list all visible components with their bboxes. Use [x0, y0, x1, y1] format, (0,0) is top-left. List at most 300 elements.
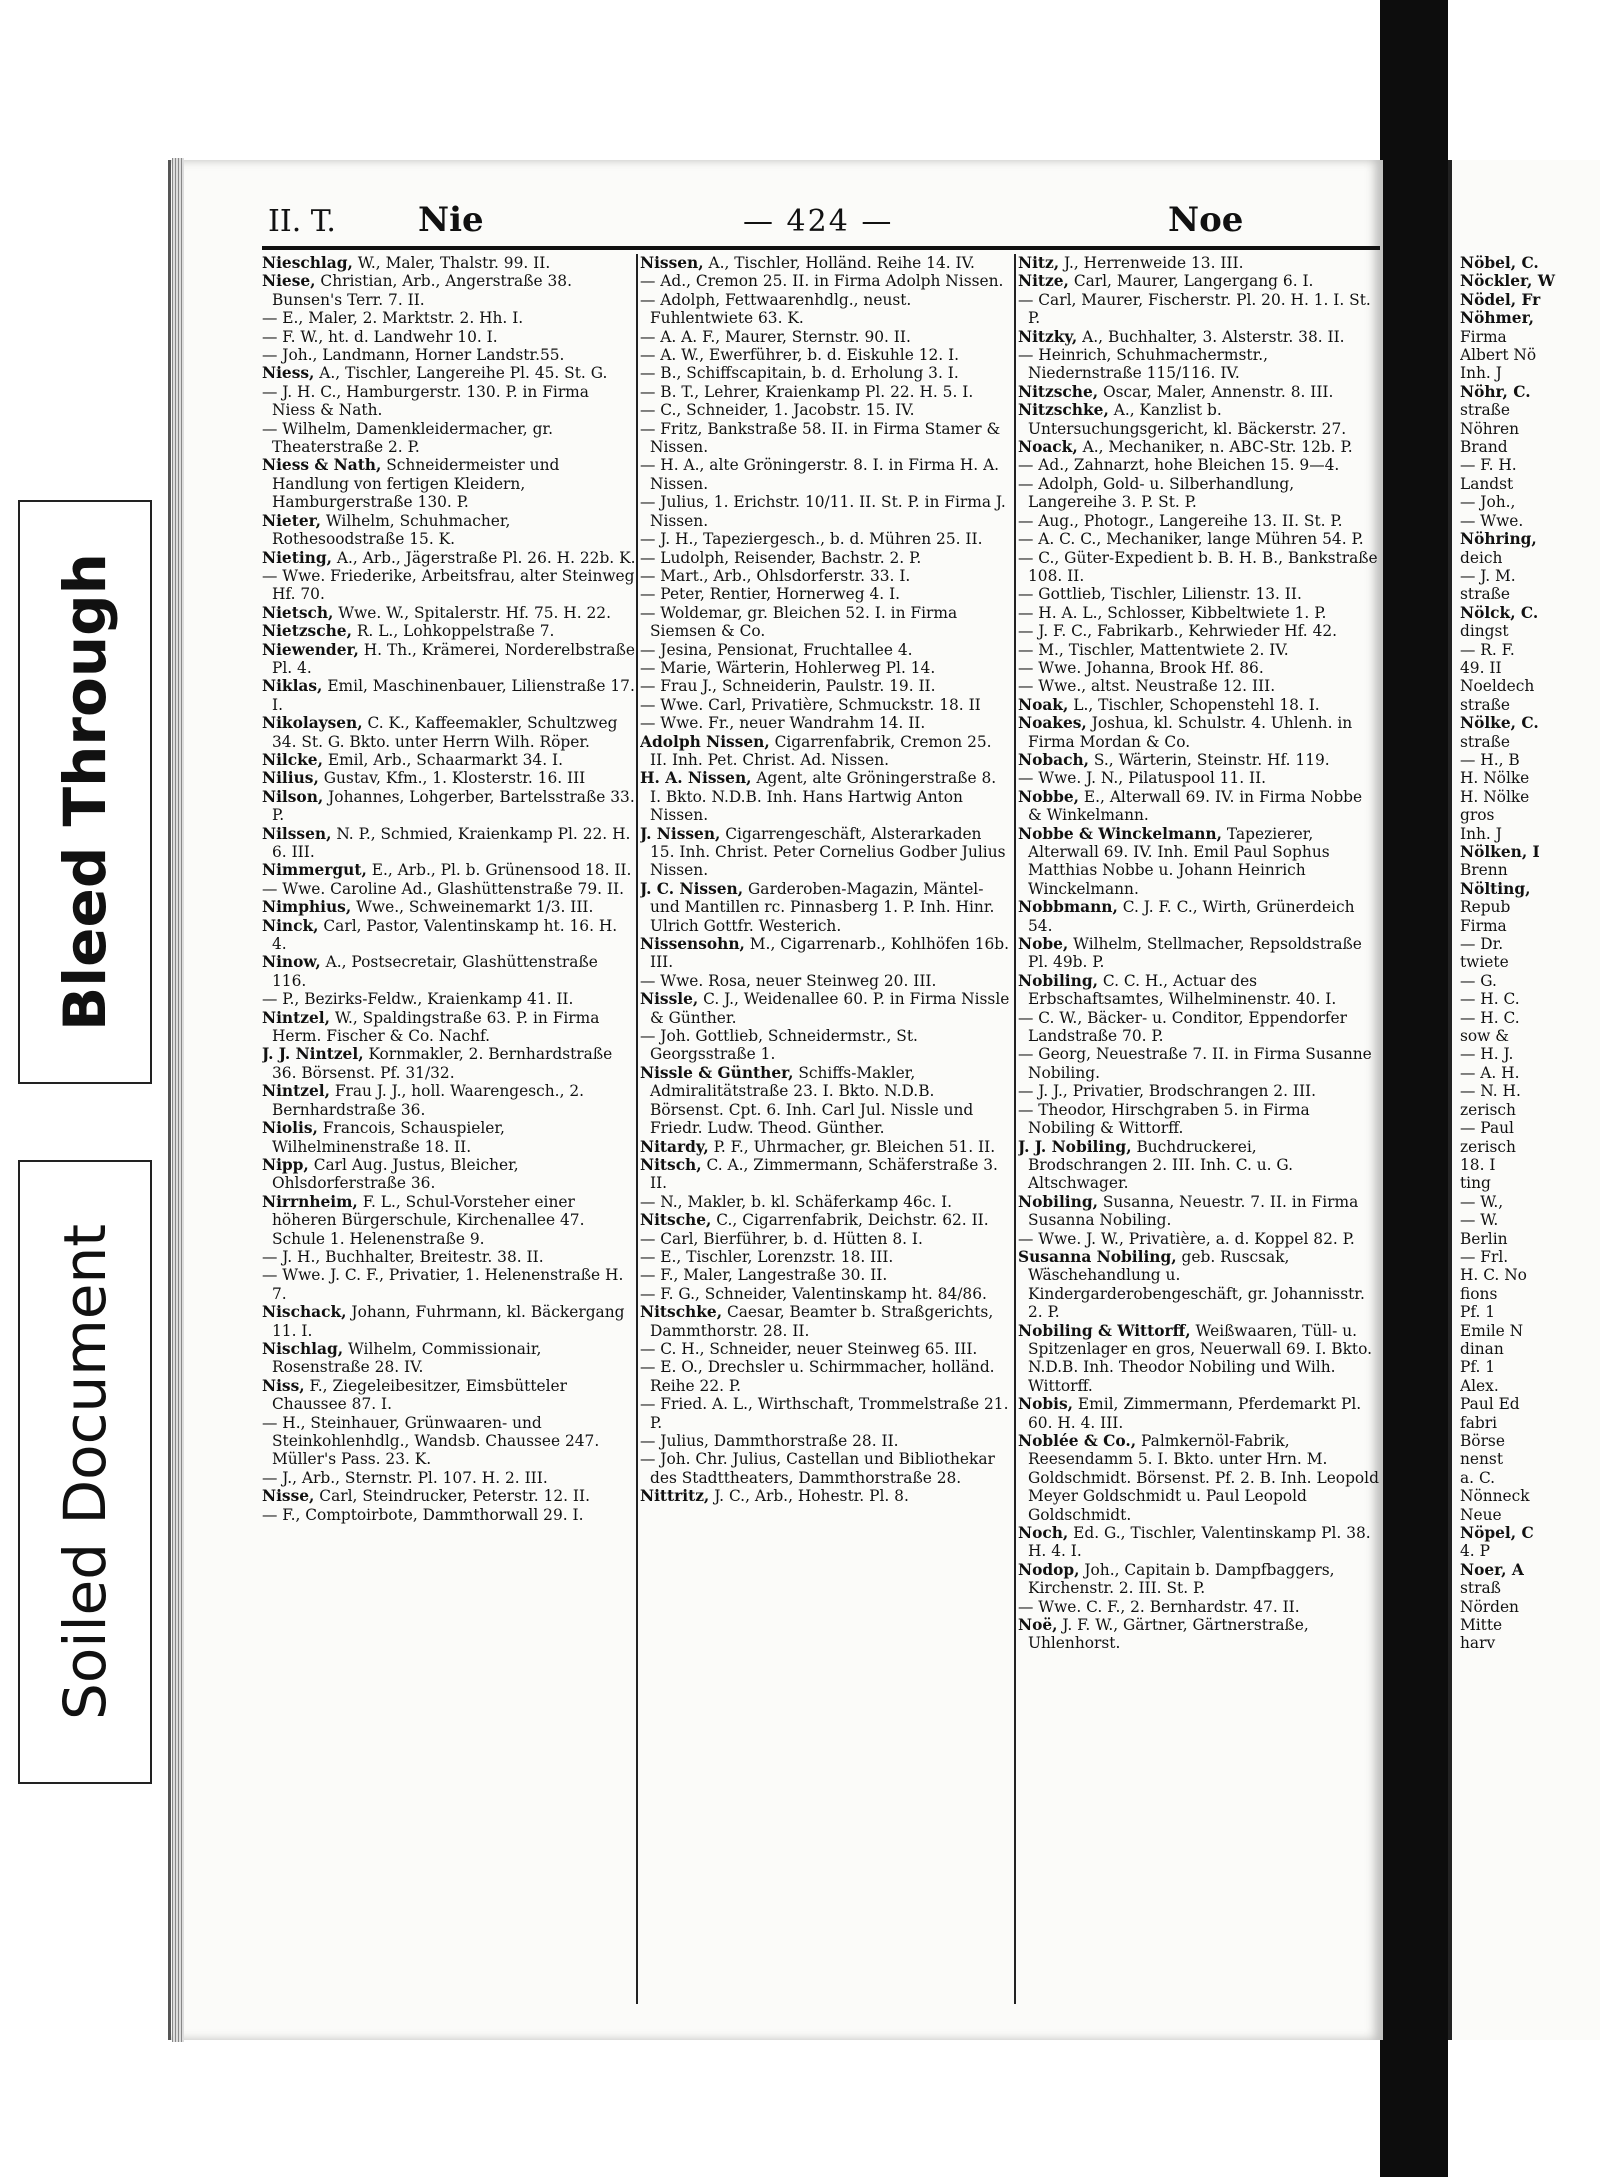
directory-entry: [1018, 641, 1380, 659]
next-page-fragment: Inh. J: [1460, 824, 1502, 843]
entry-details: — A. C. C., Mechaniker, lange Mühren 54. P.: [1018, 530, 1364, 549]
entry-details: — Wwe. Fr., neuer Wandrahm 14. II.: [640, 714, 926, 733]
next-page-fragment: Landst: [1460, 474, 1514, 493]
next-page-fragment: fions: [1460, 1284, 1498, 1303]
entry-details: L., Tischler, Schopenstehl 18. I.: [1068, 695, 1320, 714]
entry-details: — Jesina, Pensionat, Fruchtallee 4.: [640, 640, 913, 659]
entry-details: A., Mechaniker, n. ABC-Str. 12b. P.: [1077, 438, 1353, 457]
entry-details: Kornmakler, 2. Bernhardstraße 36. Börsenst. Pf. 31/32.: [272, 1045, 613, 1082]
entry-details: — J. H., Tapeziergesch., b. d. Mühren 25. II.: [640, 530, 983, 549]
entry-details: Emil, Zimmermann, Pferdemarkt Pl. 60. H. 4. III.: [1028, 1395, 1362, 1432]
directory-entry: [1018, 1101, 1380, 1138]
directory-entry: [1018, 1193, 1380, 1230]
entry-name: Nobiling & Wittorff,: [1018, 1321, 1191, 1340]
entry-details: A., Tischler, Langereihe Pl. 45. St. G.: [314, 364, 608, 383]
entry-name: Niklas,: [262, 677, 323, 696]
entry-details: Wilhelm, Stellmacher, Repsoldstraße Pl. 49b. P.: [1028, 935, 1362, 972]
directory-entry: [262, 1045, 636, 1082]
directory-entry: [262, 1414, 636, 1469]
directory-entry: [640, 1340, 1010, 1358]
directory-entry: [1018, 769, 1380, 787]
entry-details: Ed. G., Tischler, Valentinskamp Pl. 38. H. 4. I.: [1028, 1524, 1371, 1561]
entry-name: Nietzsche,: [262, 622, 352, 641]
directory-entry: [262, 1156, 636, 1193]
entry-details: — Joh. Gottlieb, Schneidermstr., St. Georgsstraße 1.: [640, 1027, 918, 1064]
entry-details: — J. F. C., Fabrikarb., Kehrwieder Hf. 42.: [1018, 622, 1338, 641]
directory-entry: [1018, 1395, 1380, 1432]
entry-details: — C., Güter-Expedient b. B. H. B., Bankstraße 108. II.: [1018, 548, 1378, 585]
entry-name: Niese,: [262, 272, 316, 291]
directory-entry: [640, 1285, 1010, 1303]
directory-entry: [262, 1009, 636, 1046]
next-page-fragment: Pf. 1: [1460, 1358, 1496, 1377]
entry-details: Gustav, Kfm., 1. Klosterstr. 16. III: [318, 769, 586, 788]
directory-entry: [262, 788, 636, 825]
entry-name: Nitz,: [1018, 254, 1060, 272]
soiled-document-label: [18, 1160, 152, 1784]
directory-entry: [640, 659, 1010, 677]
entry-name: Nitschke,: [640, 1303, 723, 1322]
scan-binding-shadow: [1380, 0, 1448, 2177]
entry-details: Weißwaaren, Tüll- u. Spitzenlager en gros, Neuerwall 69. I. Bkto. N.D.B. Inh. Theodor Nobiling und Wilh. Wittorff.: [1028, 1321, 1372, 1395]
next-page-fragment: harv: [1460, 1634, 1496, 1653]
directory-entry: [262, 769, 636, 787]
directory-entry: [640, 1064, 1010, 1138]
entry-name: Nissle & Günther,: [640, 1063, 794, 1082]
next-page-fragment: Firma: [1460, 916, 1507, 935]
directory-entry: [1018, 1248, 1380, 1322]
entry-name: J. C. Nissen,: [640, 879, 744, 898]
page-number: — 424 —: [743, 204, 894, 239]
next-page-fragment: Albert Nö: [1460, 346, 1537, 365]
directory-entry: [1018, 530, 1380, 548]
entry-details: Emil, Maschinenbauer, Lilienstraße 17. I.: [272, 677, 635, 714]
entry-details: — H. A. L., Schlosser, Kibbeltwiete 1. P.: [1018, 603, 1327, 622]
entry-details: — Ad., Zahnarzt, hohe Bleichen 15. 9—4.: [1018, 456, 1340, 475]
directory-entry: [262, 751, 636, 769]
next-page-fragment: Nöpel, C: [1460, 1524, 1534, 1543]
directory-entry: [1018, 604, 1380, 622]
entry-details: — H. A., alte Gröningerstr. 8. I. in Firma H. A. Nissen.: [640, 456, 1000, 493]
next-page-fragment: straße: [1460, 585, 1511, 604]
entry-name: Nitsche,: [640, 1211, 712, 1230]
next-page-fragment: Noer, A: [1460, 1560, 1524, 1579]
next-page-fragment: — H. J.: [1460, 1045, 1514, 1064]
next-page-fragment: Repub: [1460, 898, 1511, 917]
next-page-fragment: Nödel, Fr: [1460, 290, 1541, 309]
directory-entry: [1018, 1561, 1380, 1598]
entry-details: J. F. W., Gärtner, Gärtnerstraße, Uhlenhorst.: [1028, 1616, 1309, 1653]
entry-name: Nissle,: [640, 990, 699, 1009]
directory-entry: [640, 1230, 1010, 1248]
directory-entry: [640, 1266, 1010, 1284]
entry-details: Joshua, kl. Schulstr. 4. Uhlenh. in Firma Mordan & Co.: [1028, 714, 1353, 751]
next-page-fragment: Alex.: [1460, 1376, 1499, 1395]
next-page-fragment: Nörden: [1460, 1597, 1519, 1616]
entry-name: Noblée & Co.,: [1018, 1432, 1137, 1450]
entry-details: — Wwe. Rosa, neuer Steinweg 20. III.: [640, 971, 937, 990]
directory-entry: [640, 604, 1010, 641]
entry-details: — Ludolph, Reisender, Bachstr. 2. P.: [640, 548, 922, 567]
page-header: [268, 200, 1380, 244]
entry-details: — Heinrich, Schuhmachermstr., Niedernstraße 115/116. IV.: [1018, 346, 1269, 383]
entry-details: A., Buchhalter, 3. Alsterstr. 38. II.: [1077, 327, 1345, 346]
next-page-fragment: — Joh.,: [1460, 493, 1516, 512]
entry-details: A., Postsecretair, Glashüttenstraße 116.: [272, 953, 598, 990]
entry-details: — Wwe. J. N., Pilatuspool 11. II.: [1018, 769, 1267, 788]
directory-entry: [1018, 825, 1380, 899]
entry-name: Nintzel,: [262, 1008, 330, 1027]
next-page-fragment: straß: [1460, 1579, 1501, 1598]
entry-details: — Wwe. C. F., 2. Bernhardstr. 47. II.: [1018, 1597, 1300, 1616]
directory-entry: [640, 272, 1010, 290]
next-page-fragment: zerisch: [1460, 1137, 1516, 1156]
entry-details: Francois, Schauspieler, Wilhelminenstraße 18. II.: [272, 1119, 505, 1156]
entry-name: Nieter,: [262, 511, 321, 530]
directory-entry: [640, 1211, 1010, 1229]
directory-entry: [640, 456, 1010, 493]
next-page-fragment: Nöhring,: [1460, 530, 1537, 549]
directory-entry: [640, 585, 1010, 603]
directory-entry: [1018, 254, 1380, 272]
directory-entry: [1018, 788, 1380, 825]
entry-name: Nimmergut,: [262, 861, 367, 880]
entry-details: S., Wärterin, Steinstr. Hf. 119.: [1089, 750, 1330, 769]
entry-name: Nietsch,: [262, 603, 334, 622]
entry-details: C. A., Zimmermann, Schäferstraße 3. II.: [650, 1155, 998, 1193]
entry-details: Johann, Fuhrmann, kl. Bäckergang 11. I.: [272, 1303, 625, 1340]
next-page-fragment: — N. H.: [1460, 1082, 1521, 1101]
directory-entry: [1018, 291, 1380, 328]
directory-entry: [640, 1156, 1010, 1193]
next-page-fragment: — J. M.: [1460, 566, 1516, 585]
entry-details: — J. H. C., Hamburgerstr. 130. P. in Firma Niess & Nath.: [262, 382, 589, 420]
entry-details: Oscar, Maler, Annenstr. 8. III.: [1098, 382, 1334, 401]
directory-entry: [262, 1082, 636, 1119]
directory-entry: [640, 1193, 1010, 1211]
next-page-fragment: 49. II: [1460, 658, 1502, 677]
entry-details: E., Alterwall 69. IV. in Firma Nobbe & Winkelmann.: [1028, 787, 1363, 825]
entry-details: Christian, Arb., Angerstraße 38. Bunsen's Terr. 7. II.: [272, 272, 572, 309]
entry-details: C. C. H., Actuar des Erbschaftsamtes, Wilhelminenstr. 40. I.: [1028, 971, 1337, 1009]
directory-entry: [640, 420, 1010, 457]
soiled-document-text: Soiled Document: [51, 1224, 120, 1720]
directory-entry: [1018, 1598, 1380, 1616]
entry-name: Nipp,: [262, 1155, 309, 1174]
entry-details: — J. H., Buchhalter, Breitestr. 38. II.: [262, 1247, 544, 1266]
directory-entry: [262, 254, 636, 272]
next-page-fragment: Nöhr, C.: [1460, 382, 1531, 401]
next-page-fragment: dingst: [1460, 622, 1509, 641]
entry-name: Nobach,: [1018, 750, 1089, 769]
directory-entry: [640, 677, 1010, 695]
entry-details: — H., Steinhauer, Grünwaaren- und Steinkohlenhdlg., Wandsb. Chaussee 247. Müller's Pass. 23. K.: [262, 1413, 600, 1469]
directory-entry: [262, 825, 636, 862]
entry-name: Nikolaysen,: [262, 714, 363, 733]
directory-entry: [262, 714, 636, 751]
next-page-fragment: — Paul: [1460, 1119, 1514, 1138]
directory-entry: [262, 346, 636, 364]
entry-details: — P., Bezirks-Feldw., Kraienkamp 41. II.: [262, 990, 574, 1009]
entry-details: — Wilhelm, Damenkleidermacher, gr. Theaterstraße 2. P.: [262, 419, 553, 457]
next-page-fragment: H. C. No: [1460, 1266, 1527, 1285]
next-page-fragment: zerisch: [1460, 1100, 1516, 1119]
next-page-fragment: — R. F.: [1460, 640, 1515, 659]
directory-entry: [640, 733, 1010, 770]
entry-details: — Joh., Landmann, Horner Landstr.55.: [262, 346, 565, 365]
next-page-fragment: Berlin: [1460, 1229, 1508, 1248]
entry-details: Cigarrenfabrik, Cremon 25. II. Inh. Pet. Christ. Ad. Nissen.: [650, 732, 992, 769]
directory-entry: [1018, 456, 1380, 474]
entry-name: Nischlag,: [262, 1339, 344, 1358]
directory-entry: [262, 990, 636, 1008]
volume-label: II. T.: [268, 204, 336, 239]
entry-details: — B., Schiffscapitain, b. d. Erholung 3. I.: [640, 364, 959, 383]
entry-details: Carl, Pastor, Valentinskamp ht. 16. H. 4.: [272, 916, 618, 954]
entry-details: W., Spaldingstraße 63. P. in Firma Herm. Fischer & Co. Nachf.: [272, 1008, 600, 1046]
directory-entry: [640, 696, 1010, 714]
entry-name: Nieting,: [262, 548, 332, 567]
entry-details: — Wwe. J. C. F., Privatier, 1. Helenenstraße H. 7.: [262, 1266, 624, 1303]
entry-name: Ninck,: [262, 916, 319, 935]
directory-entry: [640, 972, 1010, 990]
directory-entry: [1018, 1082, 1380, 1100]
entry-details: — F., Comptoirbote, Dammthorwall 29. I.: [262, 1505, 584, 1524]
entry-name: Nimphius,: [262, 898, 352, 917]
directory-column-2: [640, 254, 1010, 2014]
entry-name: Nobis,: [1018, 1395, 1073, 1414]
directory-entry: [640, 1248, 1010, 1266]
header-rule: [262, 246, 1380, 250]
entry-details: R. L., Lohkoppelstraße 7.: [351, 622, 555, 641]
entry-details: — Wwe., altst. Neustraße 12. III.: [1018, 677, 1276, 696]
entry-details: Schneidermeister und Handlung von fertigen Kleidern, Hamburgerstraße 130. P.: [272, 456, 560, 512]
entry-details: — Aug., Photogr., Langereihe 13. II. St. P.: [1018, 511, 1343, 530]
next-page-fragment: Paul Ed: [1460, 1395, 1520, 1414]
entry-details: — Frau J., Schneiderin, Paulstr. 19. II.: [640, 677, 936, 696]
directory-entry: [1018, 1524, 1380, 1561]
entry-details: — Adolph, Gold- u. Silberhandlung, Langereihe 3. P. St. P.: [1018, 474, 1295, 512]
entry-details: — A. A. F., Maurer, Sternstr. 90. II.: [640, 327, 911, 346]
directory-entry: [262, 898, 636, 916]
next-page-fragment: — H. C.: [1460, 990, 1520, 1009]
next-page-fragment: Nönneck: [1460, 1487, 1530, 1506]
entry-name: Nitsch,: [640, 1155, 702, 1174]
directory-entry: [1018, 1616, 1380, 1653]
directory-entry: [640, 530, 1010, 548]
next-page-fragment: H. Nölke: [1460, 787, 1530, 806]
next-page-fragment: gros: [1460, 806, 1495, 825]
entry-name: J. Nissen,: [640, 824, 721, 843]
directory-entry: [262, 1340, 636, 1377]
directory-entry: [262, 549, 636, 567]
next-page-fragment: — A. H.: [1460, 1063, 1520, 1082]
entry-name: Nintzel,: [262, 1082, 330, 1101]
directory-entry: [640, 567, 1010, 585]
directory-column-1: [262, 254, 636, 2014]
entry-details: Agent, alte Gröningerstraße 8. I. Bkto. N.D.B. Inh. Hans Hartwig Anton Nissen.: [650, 769, 997, 825]
entry-name: Nissen,: [640, 254, 704, 272]
directory-entry: [262, 622, 636, 640]
directory-entry: [640, 291, 1010, 328]
next-page-fragment: straße: [1460, 732, 1511, 751]
directory-entry: [262, 364, 636, 382]
next-page-fragment: H. Nölke: [1460, 769, 1530, 788]
directory-entry: [1018, 1230, 1380, 1248]
directory-entry: [640, 990, 1010, 1027]
header-key-right: Noe: [1168, 200, 1244, 240]
directory-entry: [640, 549, 1010, 567]
entry-details: F. L., Schul-Vorsteher einer höheren Bürgerschule, Kirchenallee 47. Schule 1. Helenenstraße 9.: [272, 1192, 585, 1248]
directory-entry: [262, 1303, 636, 1340]
next-page-fragment: sow &: [1460, 1027, 1509, 1046]
directory-entry: [640, 254, 1010, 272]
entry-details: — F., Maler, Langestraße 30. II.: [640, 1266, 888, 1285]
entry-name: Noack,: [1018, 438, 1078, 457]
directory-entry: [262, 880, 636, 898]
entry-details: — Wwe. Caroline Ad., Glashüttenstraße 79. II.: [262, 879, 624, 898]
next-page-fragment: 4. P: [1460, 1542, 1490, 1561]
entry-details: Wilhelm, Schuhmacher, Rothesoodstraße 15. K.: [272, 511, 511, 549]
entry-name: H. A. Nissen,: [640, 769, 752, 788]
entry-details: Johannes, Lohgerber, Bartelsstraße 33. P.: [272, 787, 635, 825]
entry-name: Noakes,: [1018, 714, 1087, 733]
bleed-through-label: [18, 500, 152, 1084]
entry-name: Nilssen,: [262, 824, 332, 843]
entry-details: F., Ziegeleibesitzer, Eimsbütteler Chaussee 87. I.: [272, 1376, 568, 1414]
entry-details: — Carl, Bierführer, b. d. Hütten 8. I.: [640, 1229, 923, 1248]
entry-details: — Woldemar, gr. Bleichen 52. I. in Firma Siemsen & Co.: [640, 603, 958, 641]
entry-details: — Marie, Wärterin, Hohlerweg Pl. 14.: [640, 658, 936, 677]
directory-entry: [262, 641, 636, 678]
entry-details: — E. O., Drechsler u. Schirmmacher, holländ. Reihe 22. P.: [640, 1358, 995, 1395]
directory-entry: [262, 604, 636, 622]
entry-details: Carl, Steindrucker, Peterstr. 12. II.: [314, 1487, 590, 1506]
next-page-fragment: Mitte: [1460, 1616, 1503, 1635]
directory-entry: [1018, 972, 1380, 1009]
directory-entry: [640, 1487, 1010, 1505]
next-page-fragment: ting: [1460, 1174, 1491, 1193]
entry-details: Buchdruckerei, Brodschrangen 2. III. Inh. C. u. G. Altschwager.: [1028, 1137, 1294, 1193]
entry-details: — C., Schneider, 1. Jacobstr. 15. IV.: [640, 401, 915, 420]
directory-entry: [640, 401, 1010, 419]
entry-name: Nisse,: [262, 1487, 315, 1506]
directory-entry: [1018, 659, 1380, 677]
entry-details: — C. W., Bäcker- u. Conditor, Eppendorfer Landstraße 70. P.: [1018, 1008, 1348, 1046]
next-page-fragment: Nölke, C.: [1460, 714, 1539, 733]
entry-details: Garderoben-Magazin, Mäntel- und Mantillen rc. Pinnasberg 1. P. Inh. Hinr. Ulrich Gottfr. Westerich.: [650, 879, 995, 935]
entry-name: Nissensohn,: [640, 935, 745, 954]
entry-details: Joh., Capitain b. Dampfbaggers, Kirchenstr. 2. III. St. P.: [1028, 1560, 1335, 1598]
entry-name: Nobe,: [1018, 935, 1069, 954]
entry-name: Nitze,: [1018, 272, 1069, 291]
directory-entry: [640, 1303, 1010, 1340]
column-divider: [636, 254, 638, 2004]
directory-entry: [1018, 1045, 1380, 1082]
directory-entry: [640, 328, 1010, 346]
entry-details: — Wwe. Carl, Privatière, Schmuckstr. 18. II: [640, 695, 981, 714]
directory-entry: [1018, 549, 1380, 586]
entry-name: J. J. Nintzel,: [262, 1045, 364, 1064]
directory-entry: [262, 1506, 636, 1524]
entry-details: A., Tischler, Holländ. Reihe 14. IV.: [703, 254, 975, 272]
directory-entry: [1018, 677, 1380, 695]
entry-details: — Fried. A. L., Wirthschaft, Trommelstraße 21. P.: [640, 1395, 1009, 1432]
next-page-fragment: Nöckler, W: [1460, 272, 1555, 291]
entry-name: Nobbe,: [1018, 787, 1080, 806]
entry-details: — Wwe. Friederike, Arbeitsfrau, alter Steinweg Hf. 70.: [262, 566, 635, 604]
next-page-fragment: a. C.: [1460, 1468, 1496, 1487]
entry-name: Noch,: [1018, 1524, 1069, 1543]
entry-details: Wwe. W., Spitalerstr. Hf. 75. H. 22.: [333, 603, 611, 622]
entry-details: — J., Arb., Sternstr. Pl. 107. H. 2. III.: [262, 1468, 548, 1487]
entry-details: — Theodor, Hirschgraben 5. in Firma Nobiling & Wittorff.: [1018, 1100, 1310, 1138]
directory-entry: [262, 512, 636, 549]
entry-name: Nilius,: [262, 769, 319, 788]
directory-entry: [262, 1266, 636, 1303]
entry-details: — Carl, Maurer, Fischerstr. Pl. 20. H. 1. I. St. P.: [1018, 290, 1371, 328]
entry-details: geb. Ruscsak, Wäschehandlung u. Kindergarderobengeschäft, gr. Johannisstr. 2. P.: [1028, 1247, 1365, 1322]
entry-details: — E., Tischler, Lorenzstr. 18. III.: [640, 1247, 894, 1266]
next-page-fragment: Firma: [1460, 327, 1507, 346]
directory-entry: [1018, 383, 1380, 401]
next-page-fragment: Pf. 1: [1460, 1303, 1496, 1322]
next-page-fragment: Nöhmer,: [1460, 309, 1534, 328]
entry-name: Niewender,: [262, 640, 359, 659]
directory-entry: [262, 1248, 636, 1266]
directory-entry: [640, 1138, 1010, 1156]
next-page-fragment: straße: [1460, 401, 1511, 420]
next-page-fragment: 18. I: [1460, 1155, 1496, 1174]
directory-column-3: [1018, 254, 1380, 2014]
entry-details: Frau J. J., holl. Waarengesch., 2. Bernhardstraße 36.: [272, 1082, 585, 1119]
next-page-fragment: — F. H.: [1460, 456, 1517, 475]
entry-details: E., Arb., Pl. b. Grünensood 18. II.: [366, 861, 632, 880]
column-divider: [1014, 254, 1016, 2004]
directory-entry: [262, 1469, 636, 1487]
directory-entry: [640, 769, 1010, 824]
entry-details: — E., Maler, 2. Marktstr. 2. Hh. I.: [262, 309, 524, 328]
entry-name: J. J. Nobiling,: [1018, 1137, 1132, 1156]
entry-details: — Mart., Arb., Ohlsdorferstr. 33. I.: [640, 566, 911, 585]
entry-name: Nitzsche,: [1018, 382, 1099, 401]
next-page-fragment: — W.,: [1460, 1192, 1504, 1211]
directory-entry: [262, 420, 636, 457]
directory-entry: [1018, 585, 1380, 603]
entry-name: Adolph Nissen,: [640, 732, 770, 751]
entry-details: Tapezierer, Alterwall 69. IV. Inh. Emil Paul Sophus Matthias Nobbe u. Johann Heinrich Winckelmann.: [1028, 824, 1330, 898]
next-page-fragment: dinan: [1460, 1339, 1504, 1358]
entry-name: Niess & Nath,: [262, 456, 382, 475]
entry-details: — A. W., Ewerführer, b. d. Eiskuhle 12. I.: [640, 346, 960, 365]
next-page: [1448, 160, 1600, 2040]
next-page-fragment: — Frl.: [1460, 1247, 1509, 1266]
entry-name: Nitzky,: [1018, 327, 1078, 346]
directory-entry: [1018, 696, 1380, 714]
next-page-fragment: Börse: [1460, 1432, 1505, 1450]
entry-details: — Fritz, Bankstraße 58. II. in Firma Stamer & Nissen.: [640, 419, 1001, 457]
directory-entry: [262, 456, 636, 511]
next-page-column: [1460, 254, 1560, 2004]
entry-details: — F. G., Schneider, Valentinskamp ht. 84/86.: [640, 1284, 987, 1303]
next-page-fragment: Nölken, I: [1460, 843, 1540, 861]
next-page-fragment: — W.: [1460, 1211, 1499, 1230]
entry-details: — B. T., Lehrer, Kraienkamp Pl. 22. H. 5. I.: [640, 382, 974, 401]
entry-name: Nieschlag,: [262, 254, 353, 272]
entry-details: — Wwe. Johanna, Brook Hf. 86.: [1018, 658, 1264, 677]
directory-entry: [1018, 512, 1380, 530]
directory-entry: [262, 953, 636, 990]
